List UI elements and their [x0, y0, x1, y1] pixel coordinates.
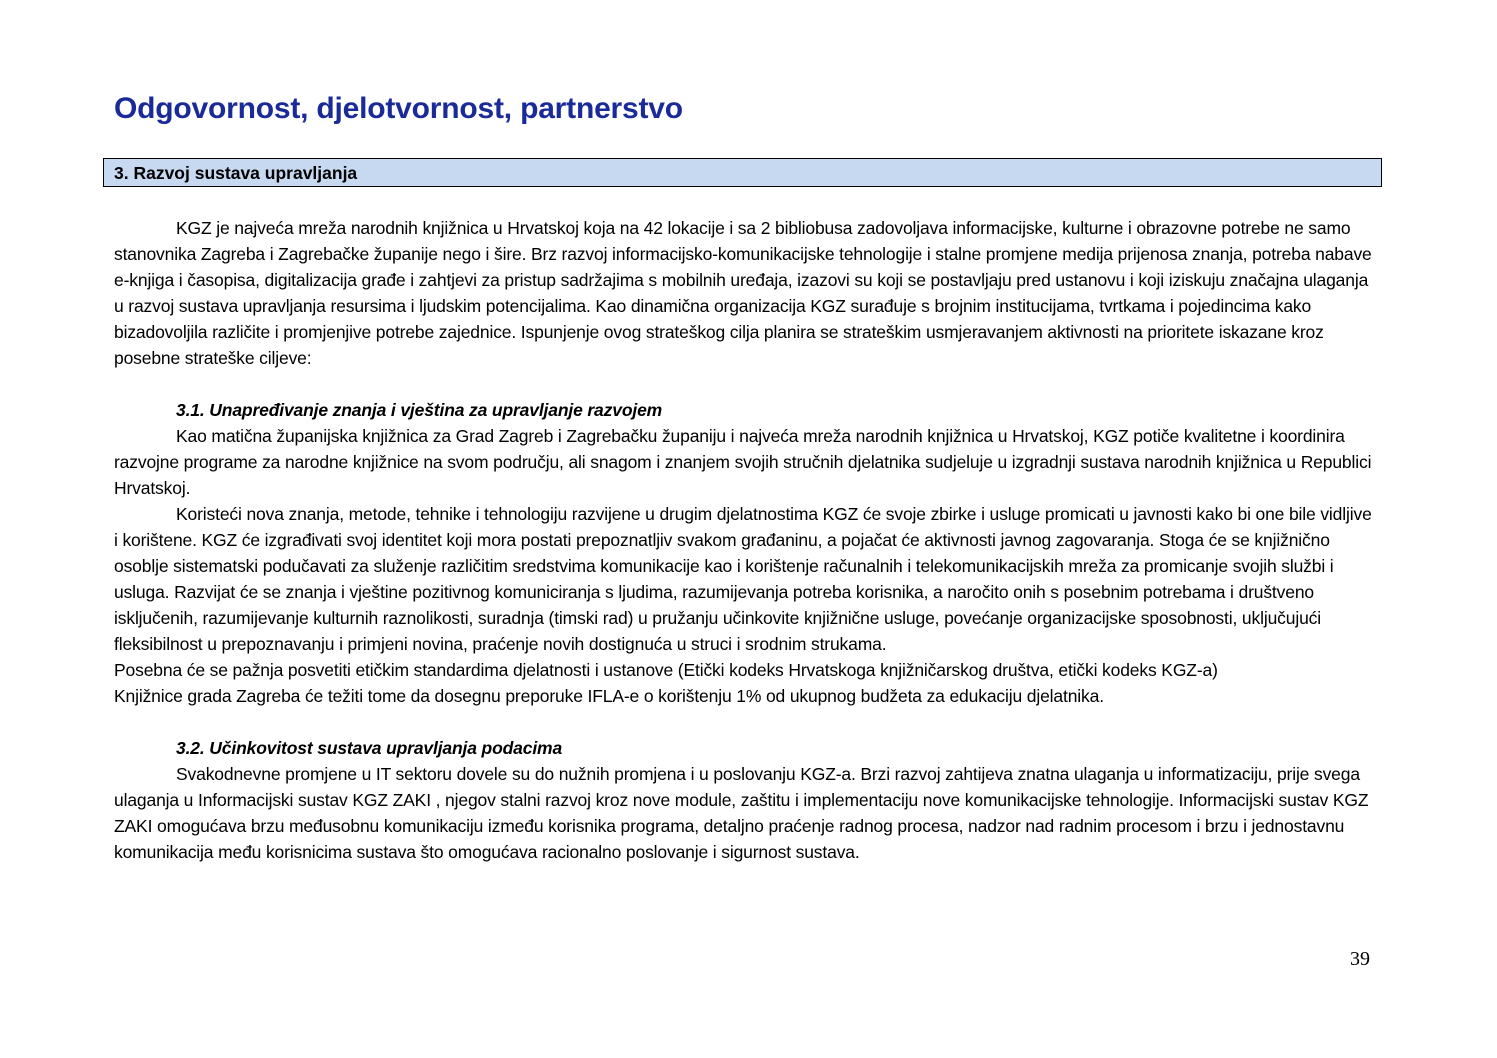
paragraph-spacer: [114, 709, 1379, 735]
document-body: [114, 215, 1379, 865]
subsection-heading: 3.2. Učinkovitost sustava upravljanja podacima: [176, 738, 563, 758]
subsection-paragraph: Kao matična županijska knjižnica za Grad Zagreb i Zagrebačku županiju i najveća mreža narodnih knjižnica u Hrvatskoj, KGZ potiče kvalitetne i koordinira razvojne programe za narodne knjižnice na svom području, ali snagom i znanjem svojih stručnih djelatnika sudjeluje u izgradnji sustava narodnih knjižnica u Republici Hrvatskoj.: [114, 426, 1372, 498]
section-heading: 3. Razvoj sustava upravljanja: [114, 163, 358, 183]
page-number: 39: [1350, 948, 1370, 970]
subsection-paragraph: Koristeći nova znanja, metode, tehnike i tehnologiju razvijene u drugim djelatnostima KGZ će svoje zbirke i usluge promicati u javnosti kako bi one bile vidljive i korištene. KGZ će izgrađivati svoj identitet koji mora postati prepoznatljiv svakom građaninu, a pojačat će aktivnosti javnog zagovaranja. Stoga će se knjižnično osoblje sistematski podučavati za služenje različitim sredstvima komunikacije kao i korištenje računalnih i telekomunikacijskih mreža za promicanje svojih službi i usluga. Razvijat će se znanja i vještine pozitivnog komuniciranja s ljudima, razumijevanja potreba korisnika, a naročito onih s posebnim potrebama i društveno isključenih, razumijevanje kulturnih raznolikosti, suradnja (timski rad) u pružanju učinkovite knjižnične usluge, povećanje organizacijske sposobnosti, uključujući fleksibilnost u prepoznavanju i primjeni novina, praćenje novih dostignuća u struci i srodnim strukama.: [114, 504, 1372, 654]
subsection-heading: 3.1. Unapređivanje znanja i vještina za upravljanje razvojem: [176, 400, 663, 420]
subsection-paragraph: Knjižnice grada Zagreba će težiti tome da dosegnu preporuke IFLA-e o korištenju 1% od ukupnog budžeta za edukaciju djelatnika.: [114, 686, 1104, 706]
subsection-paragraph: Svakodnevne promjene u IT sektoru dovele su do nužnih promjena i u poslovanju KGZ-a. Brzi razvoj zahtijeva znatna ulaganja u informatizaciju, prije svega ulaganja u Informacijski sustav KGZ ZAKI , njegov stalni razvoj kroz nove module, zaštitu i implementaciju nove komunikacijske tehnologije. Informacijski sustav KGZ ZAKI omogućava brzu međusobnu komunikaciju između korisnika programa, detaljno praćenje radnog procesa, nadzor nad radnim procesom i brzu i jednostavnu komunikacija među korisnicima sustava što omogućava racionalno poslovanje i sigurnost sustava.: [114, 764, 1369, 862]
page-title: Odgovornost, djelotvornost, partnerstvo: [114, 92, 683, 125]
intro-paragraph: KGZ je najveća mreža narodnih knjižnica u Hrvatskoj koja na 42 lokacije i sa 2 bibliobusa zadovoljava informacijske, kulturne i obrazovne potrebe ne samo stanovnika Zagreba i Zagrebačke županije nego i šire. Brz razvoj informacijsko-komunikacijske tehnologije i stalne promjene medija prijenosa znanja, potreba nabave e-knjiga i časopisa, digitalizacija građe i zahtjevi za pristup sadržajima s mobilnih uređaja, izazovi su koji se postavljaju pred ustanovu i koji iziskuju značajna ulaganja u razvoj sustava upravljanja resursima i ljudskim potencijalima. Kao dinamična organizacija KGZ surađuje s brojnim institucijama, tvrtkama i pojedincima kako bizadovoljila različite i promjenjive potrebe zajednice. Ispunjenje ovog strateškog cilja planira se strateškim usmjeravanjem aktivnosti na prioritete iskazane kroz posebne strateške ciljeve:: [114, 218, 1372, 368]
subsection-paragraph: Posebna će se pažnja posvetiti etičkim standardima djelatnosti i ustanove (Etički kodeks Hrvatskoga knjižničarskog društva, etički kodeks KGZ-a): [114, 660, 1218, 680]
paragraph-spacer: [114, 371, 1379, 397]
section-heading-box: [103, 158, 1382, 187]
